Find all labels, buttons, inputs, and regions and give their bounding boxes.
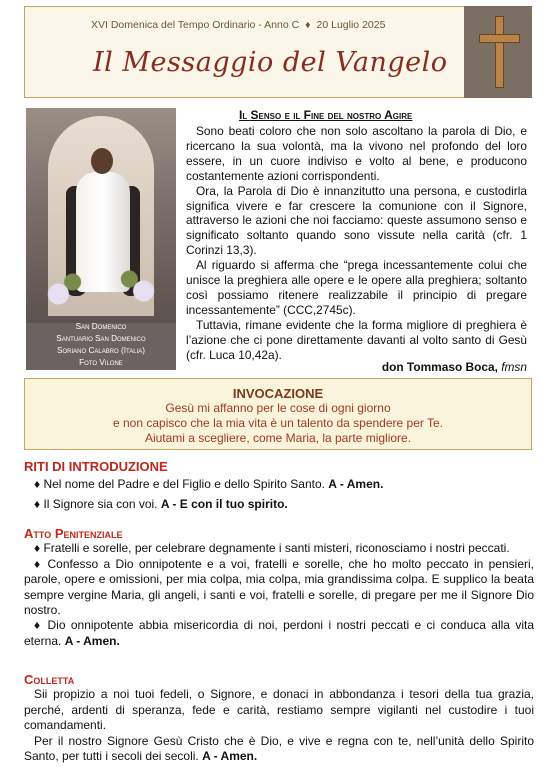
statue-head (91, 148, 113, 174)
atto-text: ♦ Dio onnipotente abbia misericordia di noi, perdoni i nostri peccati e ci conduca alla vita eterna. (24, 618, 534, 648)
invocation-title: INVOCAZIONE (232, 386, 324, 401)
colletta-section (24, 672, 534, 764)
riti-text: ♦ Il Signore sia con voi. (34, 496, 158, 511)
colletta-paragraph: Sii propizio a noi tuoi fedeli, o Signore, e donaci in abbondanza i tesori della tua grazia, perché, ardenti di speranza, fede e carità, restiamo sempre vigilanti nel custodire i tuoi comandamenti. (24, 687, 534, 733)
invocation-line: Aiutami a scegliere, come Maria, la parte migliore. (144, 431, 412, 445)
caption-line: Soriano Calabro (Italia) (57, 346, 145, 355)
atto-section (24, 526, 534, 649)
author-order: fmsn (501, 360, 527, 374)
liturgical-day: XVI Domenica del Tempo Ordinario - Anno C (91, 19, 300, 31)
article-paragraph: Sono beati coloro che non solo ascoltano la parola di Dio, e ricercano la sua volontà, ma la vivono nel profondo del loro essere, in un cuore indiviso e volto al bene, e producono costantemente azioni corrispondenti. (186, 124, 527, 183)
colletta-title: Colletta (24, 672, 75, 687)
invocation-line: e non capisco che la mia vita è un talento da spendere per Te. (113, 416, 443, 430)
riti-response: A - Amen. (328, 477, 384, 492)
riti-title: RITI DI INTRODUZIONE (24, 459, 168, 474)
diamond-icon: ♦ (305, 19, 311, 31)
riti-line (24, 497, 534, 512)
page-title: Il Messaggio del Vangelo (93, 47, 448, 78)
colletta-paragraph (24, 734, 534, 765)
article-title: Il Senso e il Fine del nostro Agire (239, 108, 413, 122)
cross-image (464, 6, 532, 98)
liturgical-date-line (91, 19, 385, 31)
statue-photo (26, 108, 176, 370)
atto-title: Atto Penitenziale (24, 526, 123, 541)
atto-paragraph: ♦ Confesso a Dio onnipotente e a voi, fratelli e sorelle, che ho molto peccato in pensieri, parole, opere e omissioni, per mia colpa, mia colpa, mia grandissima colpa. E supplico la beata sempre vergine Maria, gli angeli, i santi e voi, fratelli e sorelle, di pregare per me il Signore Dio nostro. (24, 556, 534, 618)
date: 20 Luglio 2025 (316, 19, 386, 31)
article-paragraph: Al riguardo si afferma che “prega incessantemente colui che unisce la preghiera alle opere e le opere alla preghiera; soltanto così possiamo ritenere realizzabile il principio di pregare incessantemente” (CCC,2745c). (186, 258, 527, 317)
author-name: don Tommaso Boca, (381, 360, 498, 374)
riti-line (24, 477, 534, 492)
caption-line: San Domenico (75, 322, 127, 331)
atto-paragraph: ♦ Fratelli e sorelle, per celebrare degnamente i santi misteri, riconosciamo i nostri peccati. (34, 541, 510, 556)
atto-response: A - Amen. (64, 633, 120, 648)
colletta-text: Per il nostro Signore Gesù Cristo che è Dio, e vive e regna con te, nell’unità dello Spirito Santo, per tutti i secoli dei secoli. (24, 733, 534, 764)
header-banner (24, 6, 532, 98)
article-signature (186, 360, 527, 374)
article-paragraph: Ora, la Parola di Dio è innanzitutto una persona, e custodirla significa vivere e far crescere la comunione con il Signore, attraverso le azioni che noi facciamo: queste assumono senso e significato soltanto quando sono vissute nella carità (cfr. 1 Corinzi 13,3). (186, 183, 527, 258)
atto-paragraph (24, 618, 534, 649)
article-body (186, 124, 527, 363)
cross-bar (479, 34, 520, 43)
photo-caption (26, 321, 176, 369)
caption-line: Santuario San Domenico (56, 334, 146, 343)
riti-section (24, 459, 534, 512)
invocation-line: Gesù mi affanno per le cose di ogni giorno (165, 401, 391, 415)
caption-line: Foto Vilone (79, 358, 123, 367)
invocation-box (24, 378, 532, 450)
flowers (30, 258, 172, 318)
colletta-response: A - Amen. (202, 749, 258, 764)
article-paragraph: Tuttavia, rimane evidente che la forma migliore di preghiera è l’azione che ci pone direttamente davanti al volto santo di Gesù (cfr. Luca 10,42a). (186, 317, 527, 362)
riti-text: ♦ Nel nome del Padre e del Figlio e dello Spirito Santo. (34, 477, 325, 492)
cross-icon (495, 16, 504, 88)
riti-response: A - E con il tuo spirito. (160, 496, 288, 511)
